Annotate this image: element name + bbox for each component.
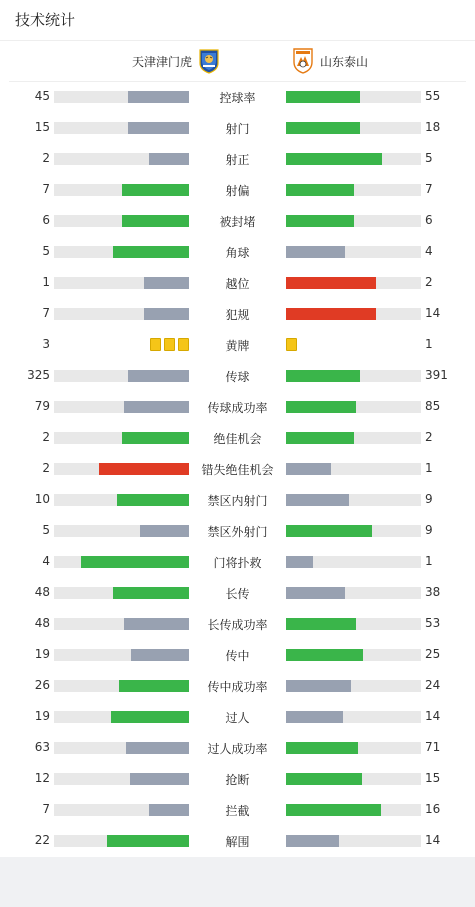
home-stat-bar-fill (149, 153, 190, 165)
stat-row (0, 174, 475, 205)
home-stat-bar (54, 587, 189, 599)
yellow-card-icon (164, 338, 175, 351)
home-stat-bar (54, 494, 189, 506)
away-stat-bar-fill (286, 525, 372, 537)
away-stat-bar (286, 184, 421, 196)
away-stat-bar (286, 556, 421, 568)
away-stat-bar-fill (286, 835, 339, 847)
away-stat-bar-fill (286, 711, 343, 723)
stat-label: 角球 (225, 246, 250, 260)
away-stat-value: 15 (425, 771, 441, 785)
away-stat-bar-fill (286, 122, 360, 134)
stat-row (0, 608, 475, 639)
away-stat-bar (286, 587, 421, 599)
home-stat-bar-fill (124, 618, 189, 630)
stat-row (0, 453, 475, 484)
away-stat-bar (286, 742, 421, 754)
stat-row (0, 639, 475, 670)
home-stat-bar (54, 804, 189, 816)
home-team[interactable] (132, 48, 220, 74)
stat-row (0, 422, 475, 453)
away-stat-bar-fill (286, 618, 356, 630)
away-stat-bar (286, 277, 421, 289)
home-stat-bar-fill (124, 401, 189, 413)
away-stat-bar-fill (286, 184, 354, 196)
away-stat-bar (286, 835, 421, 847)
away-stat-bar (286, 122, 421, 134)
away-stat-bar (286, 463, 421, 475)
home-stat-bar (54, 308, 189, 320)
stat-label: 射偏 (225, 184, 250, 198)
home-stat-value: 10 (34, 492, 50, 506)
home-stat-value: 19 (34, 709, 50, 723)
home-stat-bar (54, 401, 189, 413)
home-stat-bar-fill (131, 649, 189, 661)
away-stat-value: 14 (425, 306, 441, 320)
stat-row (0, 701, 475, 732)
away-stat-value: 1 (425, 337, 433, 351)
away-stat-value: 5 (425, 151, 433, 165)
home-stat-bar (54, 835, 189, 847)
home-stat-value: 63 (34, 740, 50, 754)
away-stat-value: 38 (425, 585, 441, 599)
away-stat-bar-fill (286, 556, 313, 568)
away-stat-bar (286, 370, 421, 382)
away-stat-bar-fill (286, 215, 354, 227)
away-stat-bar-fill (286, 308, 376, 320)
away-stat-bar (286, 494, 421, 506)
away-stat-bar-fill (286, 463, 331, 475)
away-stat-value: 2 (425, 275, 433, 289)
away-stat-value: 53 (425, 616, 441, 630)
home-stat-value: 12 (34, 771, 50, 785)
home-stat-bar-fill (130, 773, 189, 785)
away-stat-bar (286, 649, 421, 661)
stat-row (0, 763, 475, 794)
home-stat-value: 7 (42, 182, 50, 196)
stat-row (0, 794, 475, 825)
home-stat-bar-fill (111, 711, 189, 723)
home-stat-bar-fill (113, 587, 189, 599)
home-stat-value: 4 (42, 554, 50, 568)
away-stat-bar-fill (286, 587, 345, 599)
home-stat-value: 15 (34, 120, 50, 134)
away-stat-bar (286, 153, 421, 165)
home-stat-bar-fill (119, 680, 189, 692)
home-stat-value: 1 (42, 275, 50, 289)
stat-row (0, 484, 475, 515)
home-stat-value: 7 (42, 306, 50, 320)
stat-row (0, 732, 475, 763)
away-stat-bar (286, 215, 421, 227)
home-stat-bar (54, 618, 189, 630)
home-stat-bar-fill (107, 835, 189, 847)
away-stat-bar-fill (286, 742, 358, 754)
away-stat-value: 1 (425, 554, 433, 568)
stat-label: 越位 (225, 277, 250, 291)
stat-label: 被封堵 (219, 215, 256, 229)
away-stat-bar (286, 711, 421, 723)
home-stat-value: 19 (34, 647, 50, 661)
home-stat-bar (54, 463, 189, 475)
away-stat-bar-fill (286, 246, 345, 258)
home-stat-value: 22 (34, 833, 50, 847)
away-stat-bar (286, 680, 421, 692)
stat-row (0, 515, 475, 546)
stat-label: 禁区外射门 (207, 525, 268, 539)
away-stat-value: 55 (425, 89, 441, 103)
stat-label: 长传 (225, 587, 250, 601)
away-stat-bar (286, 804, 421, 816)
away-stat-value: 25 (425, 647, 441, 661)
away-stat-bar-fill (286, 370, 360, 382)
away-stat-bar-fill (286, 649, 363, 661)
home-stat-bar-fill (126, 742, 189, 754)
home-stat-bar (54, 277, 189, 289)
yellow-card-icon (178, 338, 189, 351)
stat-label: 绝佳机会 (213, 432, 262, 446)
away-stat-bar-fill (286, 680, 351, 692)
stat-row (0, 205, 475, 236)
home-stat-bar (54, 153, 189, 165)
stat-row (0, 112, 475, 143)
away-stat-value: 7 (425, 182, 433, 196)
teams-header (9, 41, 466, 82)
home-stat-bar-fill (113, 246, 189, 258)
stat-label: 解围 (225, 835, 250, 849)
away-stat-bar-fill (286, 804, 381, 816)
stat-label: 抢断 (225, 773, 250, 787)
page-title: 技术统计 (0, 0, 475, 41)
stat-row (0, 81, 475, 112)
home-stat-bar-fill (128, 91, 189, 103)
home-stat-bar (54, 680, 189, 692)
stat-label: 门将扑救 (213, 556, 262, 570)
away-stat-bar-fill (286, 773, 362, 785)
home-stat-value: 325 (27, 368, 50, 382)
away-stat-value: 24 (425, 678, 441, 692)
home-stat-value: 3 (42, 337, 50, 351)
stat-label: 控球率 (219, 91, 256, 105)
away-stat-value: 71 (425, 740, 441, 754)
home-stat-bar-fill (128, 370, 189, 382)
away-stat-value: 14 (425, 709, 441, 723)
away-stat-value: 6 (425, 213, 433, 227)
stat-row (0, 329, 475, 360)
home-stat-bar-fill (128, 122, 189, 134)
away-stat-value: 1 (425, 461, 433, 475)
stat-label: 传球 (225, 370, 250, 384)
home-stat-bar-fill (122, 432, 190, 444)
stat-row (0, 267, 475, 298)
home-stat-value: 5 (42, 244, 50, 258)
home-stat-value: 2 (42, 430, 50, 444)
stat-row (0, 298, 475, 329)
stat-label: 拦截 (225, 804, 250, 818)
stat-row (0, 670, 475, 701)
stat-label: 过人 (225, 711, 250, 725)
shandong-taishan-crest-icon (292, 48, 314, 74)
home-stat-bar (54, 215, 189, 227)
stat-row (0, 825, 475, 856)
home-stat-bar (54, 370, 189, 382)
stat-row (0, 143, 475, 174)
stat-label: 长传成功率 (207, 618, 268, 632)
away-stat-value: 9 (425, 523, 433, 537)
away-stat-value: 16 (425, 802, 441, 816)
stat-row (0, 360, 475, 391)
stat-label: 错失绝佳机会 (201, 463, 274, 477)
away-stat-bar (286, 525, 421, 537)
home-stat-bar (54, 432, 189, 444)
home-stat-value: 6 (42, 213, 50, 227)
away-stat-bar (286, 773, 421, 785)
stat-label: 传中成功率 (207, 680, 268, 694)
away-stat-bar-fill (286, 401, 356, 413)
home-stat-bar-fill (122, 215, 190, 227)
stat-label: 传球成功率 (207, 401, 268, 415)
home-stat-value: 2 (42, 151, 50, 165)
stat-label: 传中 (225, 649, 250, 663)
home-stat-bar (54, 91, 189, 103)
away-stat-value: 391 (425, 368, 448, 382)
away-stat-bar (286, 618, 421, 630)
home-stat-bar-fill (144, 308, 189, 320)
home-stat-value: 48 (34, 585, 50, 599)
away-stat-value: 4 (425, 244, 433, 258)
yellow-card-icon (150, 338, 161, 351)
away-stat-value: 9 (425, 492, 433, 506)
home-stat-value: 2 (42, 461, 50, 475)
away-stat-bar-fill (286, 277, 376, 289)
away-stat-bar-fill (286, 432, 354, 444)
yellow-card-icon (286, 338, 297, 351)
home-stat-bar-fill (99, 463, 189, 475)
away-team-name: 山东泰山 (320, 54, 369, 69)
away-stat-bar-fill (286, 153, 382, 165)
home-stat-value: 48 (34, 616, 50, 630)
home-stat-bar-fill (144, 277, 189, 289)
away-stat-bar (286, 91, 421, 103)
home-team-name: 天津津门虎 (131, 54, 192, 69)
home-stat-value: 5 (42, 523, 50, 537)
stat-label: 射正 (225, 153, 250, 167)
stats-list (0, 81, 475, 856)
away-stat-bar (286, 246, 421, 258)
away-stat-value: 85 (425, 399, 441, 413)
tianjin-jinmen-tiger-crest-icon (198, 48, 220, 74)
stat-label: 犯规 (225, 308, 250, 322)
home-stat-bar-fill (149, 804, 190, 816)
home-stat-bar (54, 711, 189, 723)
home-stat-bar (54, 649, 189, 661)
home-stat-value: 79 (34, 399, 50, 413)
home-stat-bar (54, 525, 189, 537)
away-stat-value: 2 (425, 430, 433, 444)
home-stat-bar-fill (140, 525, 189, 537)
home-stat-bar (54, 122, 189, 134)
stat-label: 黄牌 (225, 339, 250, 353)
away-team[interactable] (292, 48, 368, 74)
home-stat-bar-fill (122, 184, 190, 196)
home-stat-value: 7 (42, 802, 50, 816)
away-stat-value: 14 (425, 833, 441, 847)
stat-label: 射门 (225, 122, 250, 136)
stat-label: 禁区内射门 (207, 494, 268, 508)
away-stat-bar (286, 401, 421, 413)
stat-row (0, 391, 475, 422)
home-stat-bar-fill (117, 494, 189, 506)
home-stat-bar (54, 773, 189, 785)
home-stat-bar (54, 246, 189, 258)
stat-row (0, 546, 475, 577)
home-stat-bar-fill (81, 556, 189, 568)
stat-row (0, 236, 475, 267)
home-stat-bar (54, 742, 189, 754)
away-yellow-cards (286, 338, 297, 351)
away-stat-bar-fill (286, 494, 349, 506)
away-stat-value: 18 (425, 120, 441, 134)
away-stat-bar-fill (286, 91, 360, 103)
home-stat-bar (54, 184, 189, 196)
home-stat-value: 26 (34, 678, 50, 692)
away-stat-bar (286, 432, 421, 444)
home-yellow-cards (150, 338, 189, 351)
away-stat-bar (286, 308, 421, 320)
stat-row (0, 577, 475, 608)
home-stat-bar (54, 556, 189, 568)
home-stat-value: 45 (34, 89, 50, 103)
stat-label: 过人成功率 (207, 742, 268, 756)
